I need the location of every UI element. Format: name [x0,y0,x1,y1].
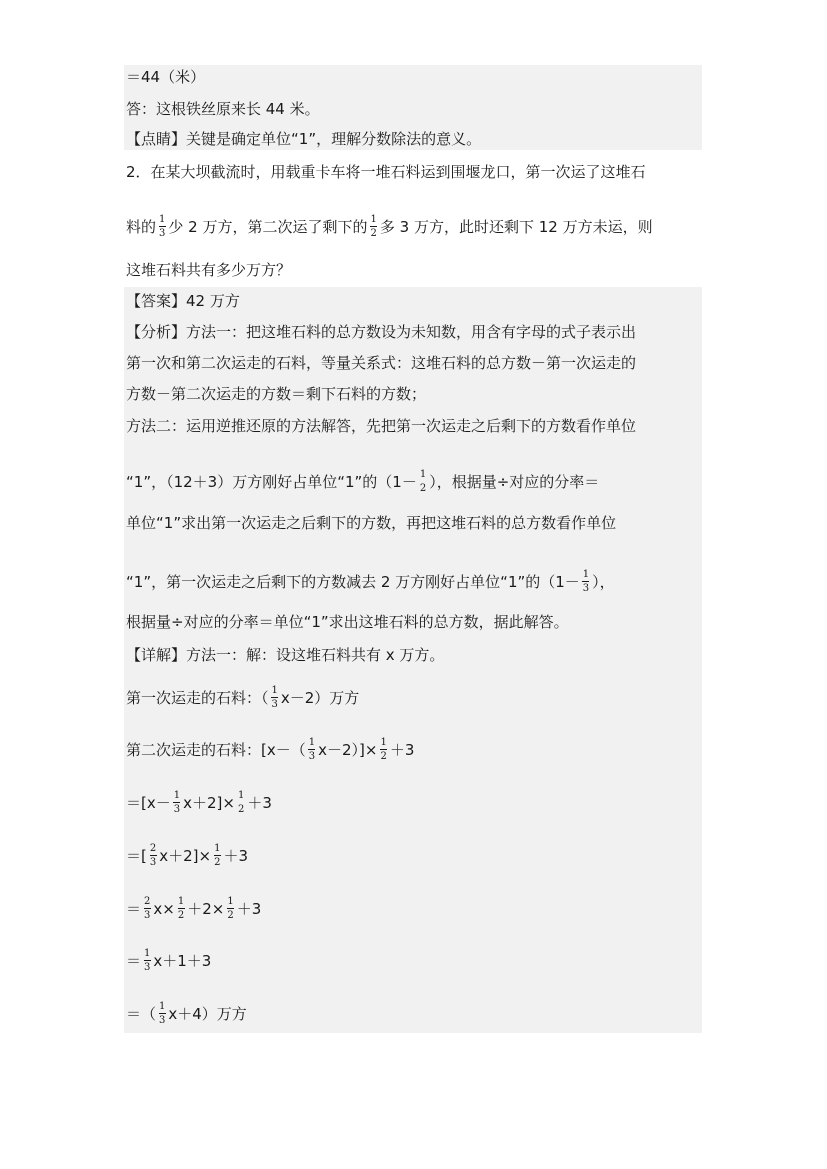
step-3-line [126,896,262,921]
fraction-one-half: $\frac{1}{2}$ [177,896,185,921]
fraction-one-third: $\frac{1}{3}$ [308,737,316,762]
detail-text: x＋4）万方 [168,1005,247,1023]
fraction-two-thirds: $\frac{2}{3}$ [149,843,157,868]
fraction-one-half: $\frac{1}{2}$ [214,843,221,868]
question-text: 多 3 万方，此时还剩下 12 万方未运，则 [379,218,653,236]
step-1-line [126,790,272,815]
analysis-line-5 [126,469,600,494]
question-text: 料的 [126,218,157,236]
prev-answer-line: 答：这根铁丝原来长 44 米。 [126,100,320,118]
fraction-one-half: 1 2 [237,790,245,815]
answer-value: 42 万方 [186,292,240,310]
detail-text: x－2）]× [318,741,378,759]
detail-text: ＋3 [236,900,262,918]
detail-text: x× [153,900,175,918]
fraction-one-half: $\frac{1}{2}$ [227,896,234,921]
second-trip-line [126,737,415,762]
question-text: 少 2 万方，第二次运了剩下的 [168,218,368,236]
fraction-one-third: $\frac{1}{3}$ [159,214,166,239]
prev-tip-line [126,129,481,149]
fraction-one-half: $\frac{1}{2}$ [370,214,377,239]
detail-text: ＋2× [187,900,225,918]
fraction-one-third: $\frac{1}{3}$ [159,1001,166,1026]
analysis-line-3: 方数－第二次运走的方数＝剩下石料的方数； [126,385,427,403]
answer-line [126,291,240,311]
detail-text: ＝[x－ [126,794,171,812]
question-line-1: 2．在某大坝截流时，用载重卡车将一堆石料运到围堰龙口，第一次运了这堆石 [126,163,646,181]
fraction-one-third: $\frac{1}{3}$ [582,569,590,594]
detail-text: 方法一：解：设这堆石料共有 x 万方。 [186,646,445,664]
detail-text: ＝（ [126,1005,157,1023]
analysis-text: ）， [592,573,615,591]
fraction-one-half: 1 2 [419,469,427,494]
question-line-3: 这堆石料共有多少万方？ [126,261,292,279]
prev-result-line: ＝44（米） [126,68,206,86]
fraction-one-third: $\frac{1}{3}$ [144,948,151,973]
analysis-line-7 [126,569,615,594]
analysis-tag: 【分析】 [126,323,187,341]
question-line-2 [126,214,653,239]
first-trip-line [126,685,360,710]
analysis-line-4: 方法二：运用逆推还原的方法解答，先把第一次运走之后剩下的方数看作单位 [126,417,637,435]
step-4-line [126,948,212,973]
detail-text: 第二次运走的石料：[x－（ [126,741,306,759]
fraction-one-third: $\frac{1}{3}$ [271,685,278,710]
tip-text: 关键是确定单位“1”，理解分数除法的意义。 [186,130,482,148]
detail-text: x－2）万方 [280,689,360,707]
detail-text: ＝ [126,900,142,918]
detail-text: x＋1＋3 [153,952,212,970]
detail-tag: 【详解】 [126,646,187,664]
analysis-line-6: 单位“1”求出第一次运走之后剩下的方数，再把这堆石料的总方数看作单位 [126,514,617,532]
analysis-text: “1”，第一次运走之后剩下的方数减去 2 万方刚好占单位“1”的（1－ [126,573,580,591]
analysis-line-1 [126,322,636,342]
detail-text: ＝ [126,952,142,970]
analysis-line-8: 根据量÷对应的分率＝单位“1”求出这堆石料的总方数，据此解答。 [126,613,569,631]
analysis-text: ），根据量÷对应的分率＝ [429,473,600,491]
fraction-two-thirds: $\frac{2}{3}$ [144,896,151,921]
detail-text: ＝[ [126,847,147,865]
step-2-line [126,843,248,868]
answer-tag: 【答案】 [126,292,187,310]
tip-tag: 【点睛】 [126,130,187,148]
detail-text: ＋3 [223,847,248,865]
analysis-line-2: 第一次和第二次运走的石料，等量关系式：这堆石料的总方数－第一次运走的 [126,354,637,372]
detail-text: 第一次运走的石料：（ [126,689,269,707]
detail-text: ＋3 [247,794,272,812]
fraction-one-half: $\frac{1}{2}$ [380,737,387,762]
detail-text: ＋3 [389,741,415,759]
analysis-text: 方法一：把这堆石料的总方数设为未知数，用含有字母的式子表示出 [186,323,637,341]
detail-text: x＋2]× [159,847,212,865]
analysis-text: “1”，（12＋3）万方刚好占单位“1”的（1－ [126,473,417,491]
step-5-line [126,1001,247,1026]
detail-line-1 [126,645,444,665]
fraction-one-third: $\frac{1}{3}$ [173,790,181,815]
detail-text: x＋2]× [183,794,235,812]
